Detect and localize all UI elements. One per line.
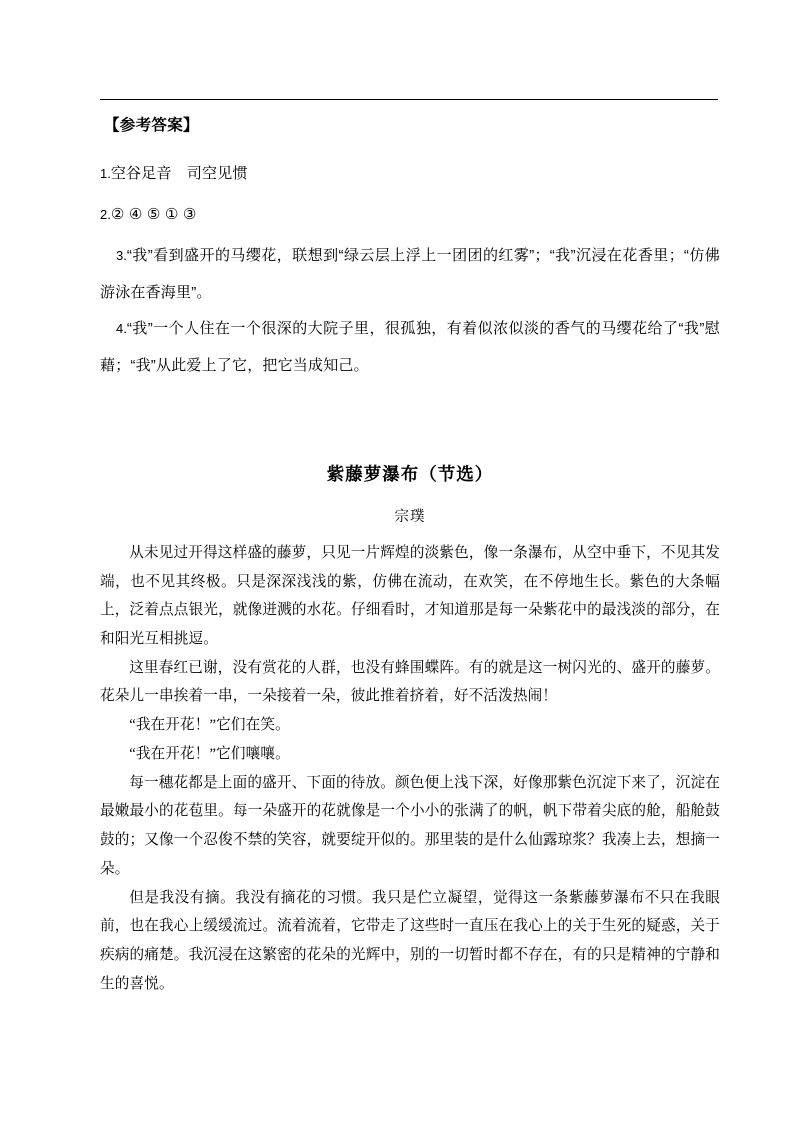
answer-item-4-number: 4. bbox=[116, 321, 127, 337]
passage-paragraph-6: 但是我没有摘。我没有摘花的习惯。我只是伫立凝望，觉得这一条紫藤萝瀑布不只在我眼前，也在我心上缓缓流过。流着流着，它带走了这些时一直压在我心上的关于生死的疑惑，关于疾病的痛楚。我沉浸在这繁密的花朵的光辉中，别的一切暂时都不存在，有的只是精神的宁静和生的喜悦。 bbox=[100, 889, 720, 992]
passage-paragraph-1: 从未见过开得这样盛的藤萝，只见一片辉煌的淡紫色，像一条瀑布，从空中垂下，不见其发端，也不见其终极。只是深深浅浅的紫，仿佛在流动，在欢笑，在不停地生长。紫色的大条幅上，泛着点点银光，就像迸溅的水花。仔细看时，才知道那是每一朵紫花中的最浅淡的部分，在和阳光互相挑逗。 bbox=[100, 544, 720, 647]
answer-item-1 bbox=[100, 156, 720, 193]
answer-item-3 bbox=[100, 238, 720, 312]
passage-paragraph-4: “我在开花！”它们嚷嚷。 bbox=[129, 745, 290, 762]
answer-item-2-number: 2. bbox=[100, 207, 111, 222]
answer-item-3-text: “我”看到盛开的马缨花，联想到“绿云层上浮上一团团的红雾”；“我”沉浸在花香里；“仿佛游泳在香海里”。 bbox=[100, 246, 720, 301]
answer-item-1-text: 空谷足音 司空见惯 bbox=[110, 165, 248, 183]
passage-title: 紫藤萝瀑布（节选） bbox=[326, 464, 494, 484]
answer-item-2-text: ② ④ ⑤ ① ③ bbox=[110, 206, 197, 223]
answer-key-heading: 【参考答案】 bbox=[104, 117, 199, 134]
answer-key-section bbox=[100, 114, 720, 385]
passage-body bbox=[100, 539, 720, 999]
answer-item-1-number: 1. bbox=[100, 166, 111, 182]
reading-passage-section bbox=[100, 462, 720, 999]
passage-paragraph-5: 每一穗花都是上面的盛开、下面的待放。颜色便上浅下深，好像那紫色沉淀下来了，沉淀在最嫩最小的花苞里。每一朵盛开的花就像是一个小小的张满了的帆，帆下带着尖底的舱，船舱鼓鼓的；又像一个忍俊不禁的笑容，就要绽开似的。那里装的是什么仙露琼浆？我凑上去，想摘一朵。 bbox=[100, 774, 720, 877]
answer-item-4-text: “我”一个人住在一个很深的大院子里，很孤独，有着似浓似淡的香气的马缨花给了“我”慰藉；“我”从此爱上了它，把它当成知己。 bbox=[100, 320, 720, 374]
answer-item-4 bbox=[100, 311, 720, 385]
passage-paragraph-2: 这里春红已谢，没有赏花的人群，也没有蜂围蝶阵。有的就是这一树闪光的、盛开的藤萝。花朵儿一串挨着一串，一朵接着一朵，彼此推着挤着，好不活泼热闹！ bbox=[100, 659, 720, 705]
answer-item-2 bbox=[100, 197, 720, 234]
passage-paragraph-3: “我在开花！”它们在笑。 bbox=[129, 717, 290, 734]
header-divider-rule bbox=[100, 99, 718, 100]
answer-item-3-number: 3. bbox=[116, 247, 127, 263]
passage-author: 宗璞 bbox=[394, 508, 426, 525]
